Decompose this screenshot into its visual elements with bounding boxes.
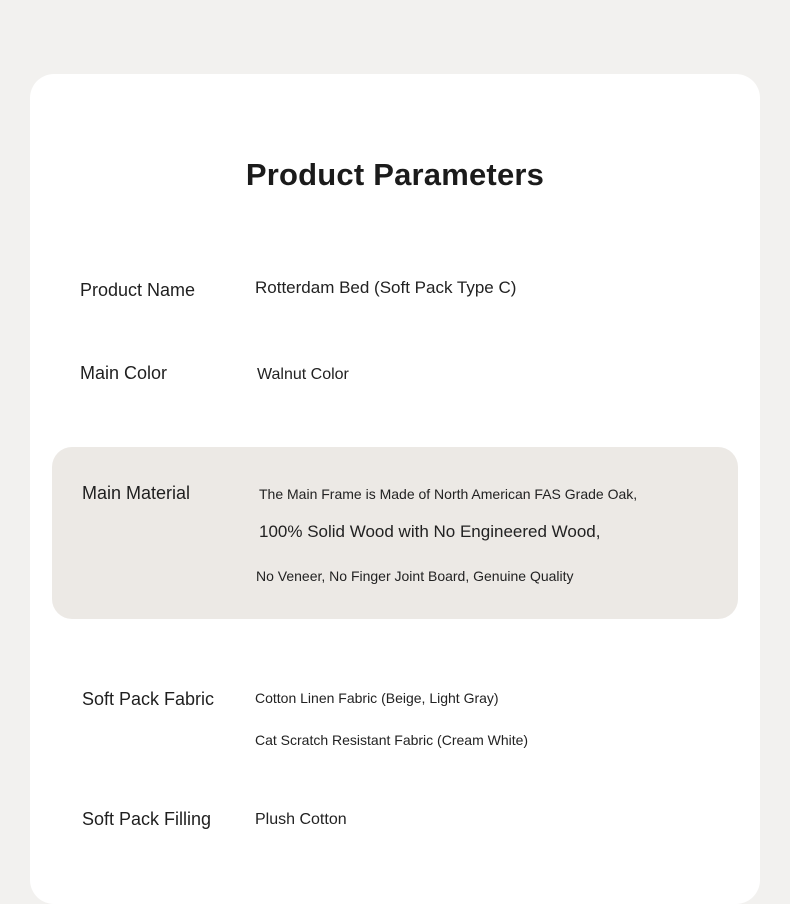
- soft-pack-filling-label: Soft Pack Filling: [82, 809, 212, 829]
- soft-pack-fabric-line-2: Cat Scratch Resistant Fabric (Cream White): [255, 732, 529, 748]
- main-material-line-3: No Veneer, No Finger Joint Board, Genuine Quality: [256, 568, 574, 584]
- main-material-label: Main Material: [82, 483, 191, 503]
- product-parameters-card: [30, 74, 760, 904]
- main-color-value: Walnut Color: [257, 366, 349, 383]
- product-name-label: Product Name: [80, 280, 196, 300]
- soft-pack-fabric-line-1: Cotton Linen Fabric (Beige, Light Gray): [255, 690, 499, 706]
- product-name-value: Rotterdam Bed (Soft Pack Type C): [255, 278, 517, 297]
- soft-pack-fabric-label: Soft Pack Fabric: [82, 689, 215, 709]
- main-material-line-2: 100% Solid Wood with No Engineered Wood,: [259, 522, 601, 541]
- page-title: Product Parameters: [245, 157, 545, 192]
- main-material-line-1: The Main Frame is Made of North American FAS Grade Oak,: [259, 486, 638, 502]
- main-color-label: Main Color: [80, 363, 168, 383]
- soft-pack-filling-value: Plush Cotton: [255, 811, 347, 828]
